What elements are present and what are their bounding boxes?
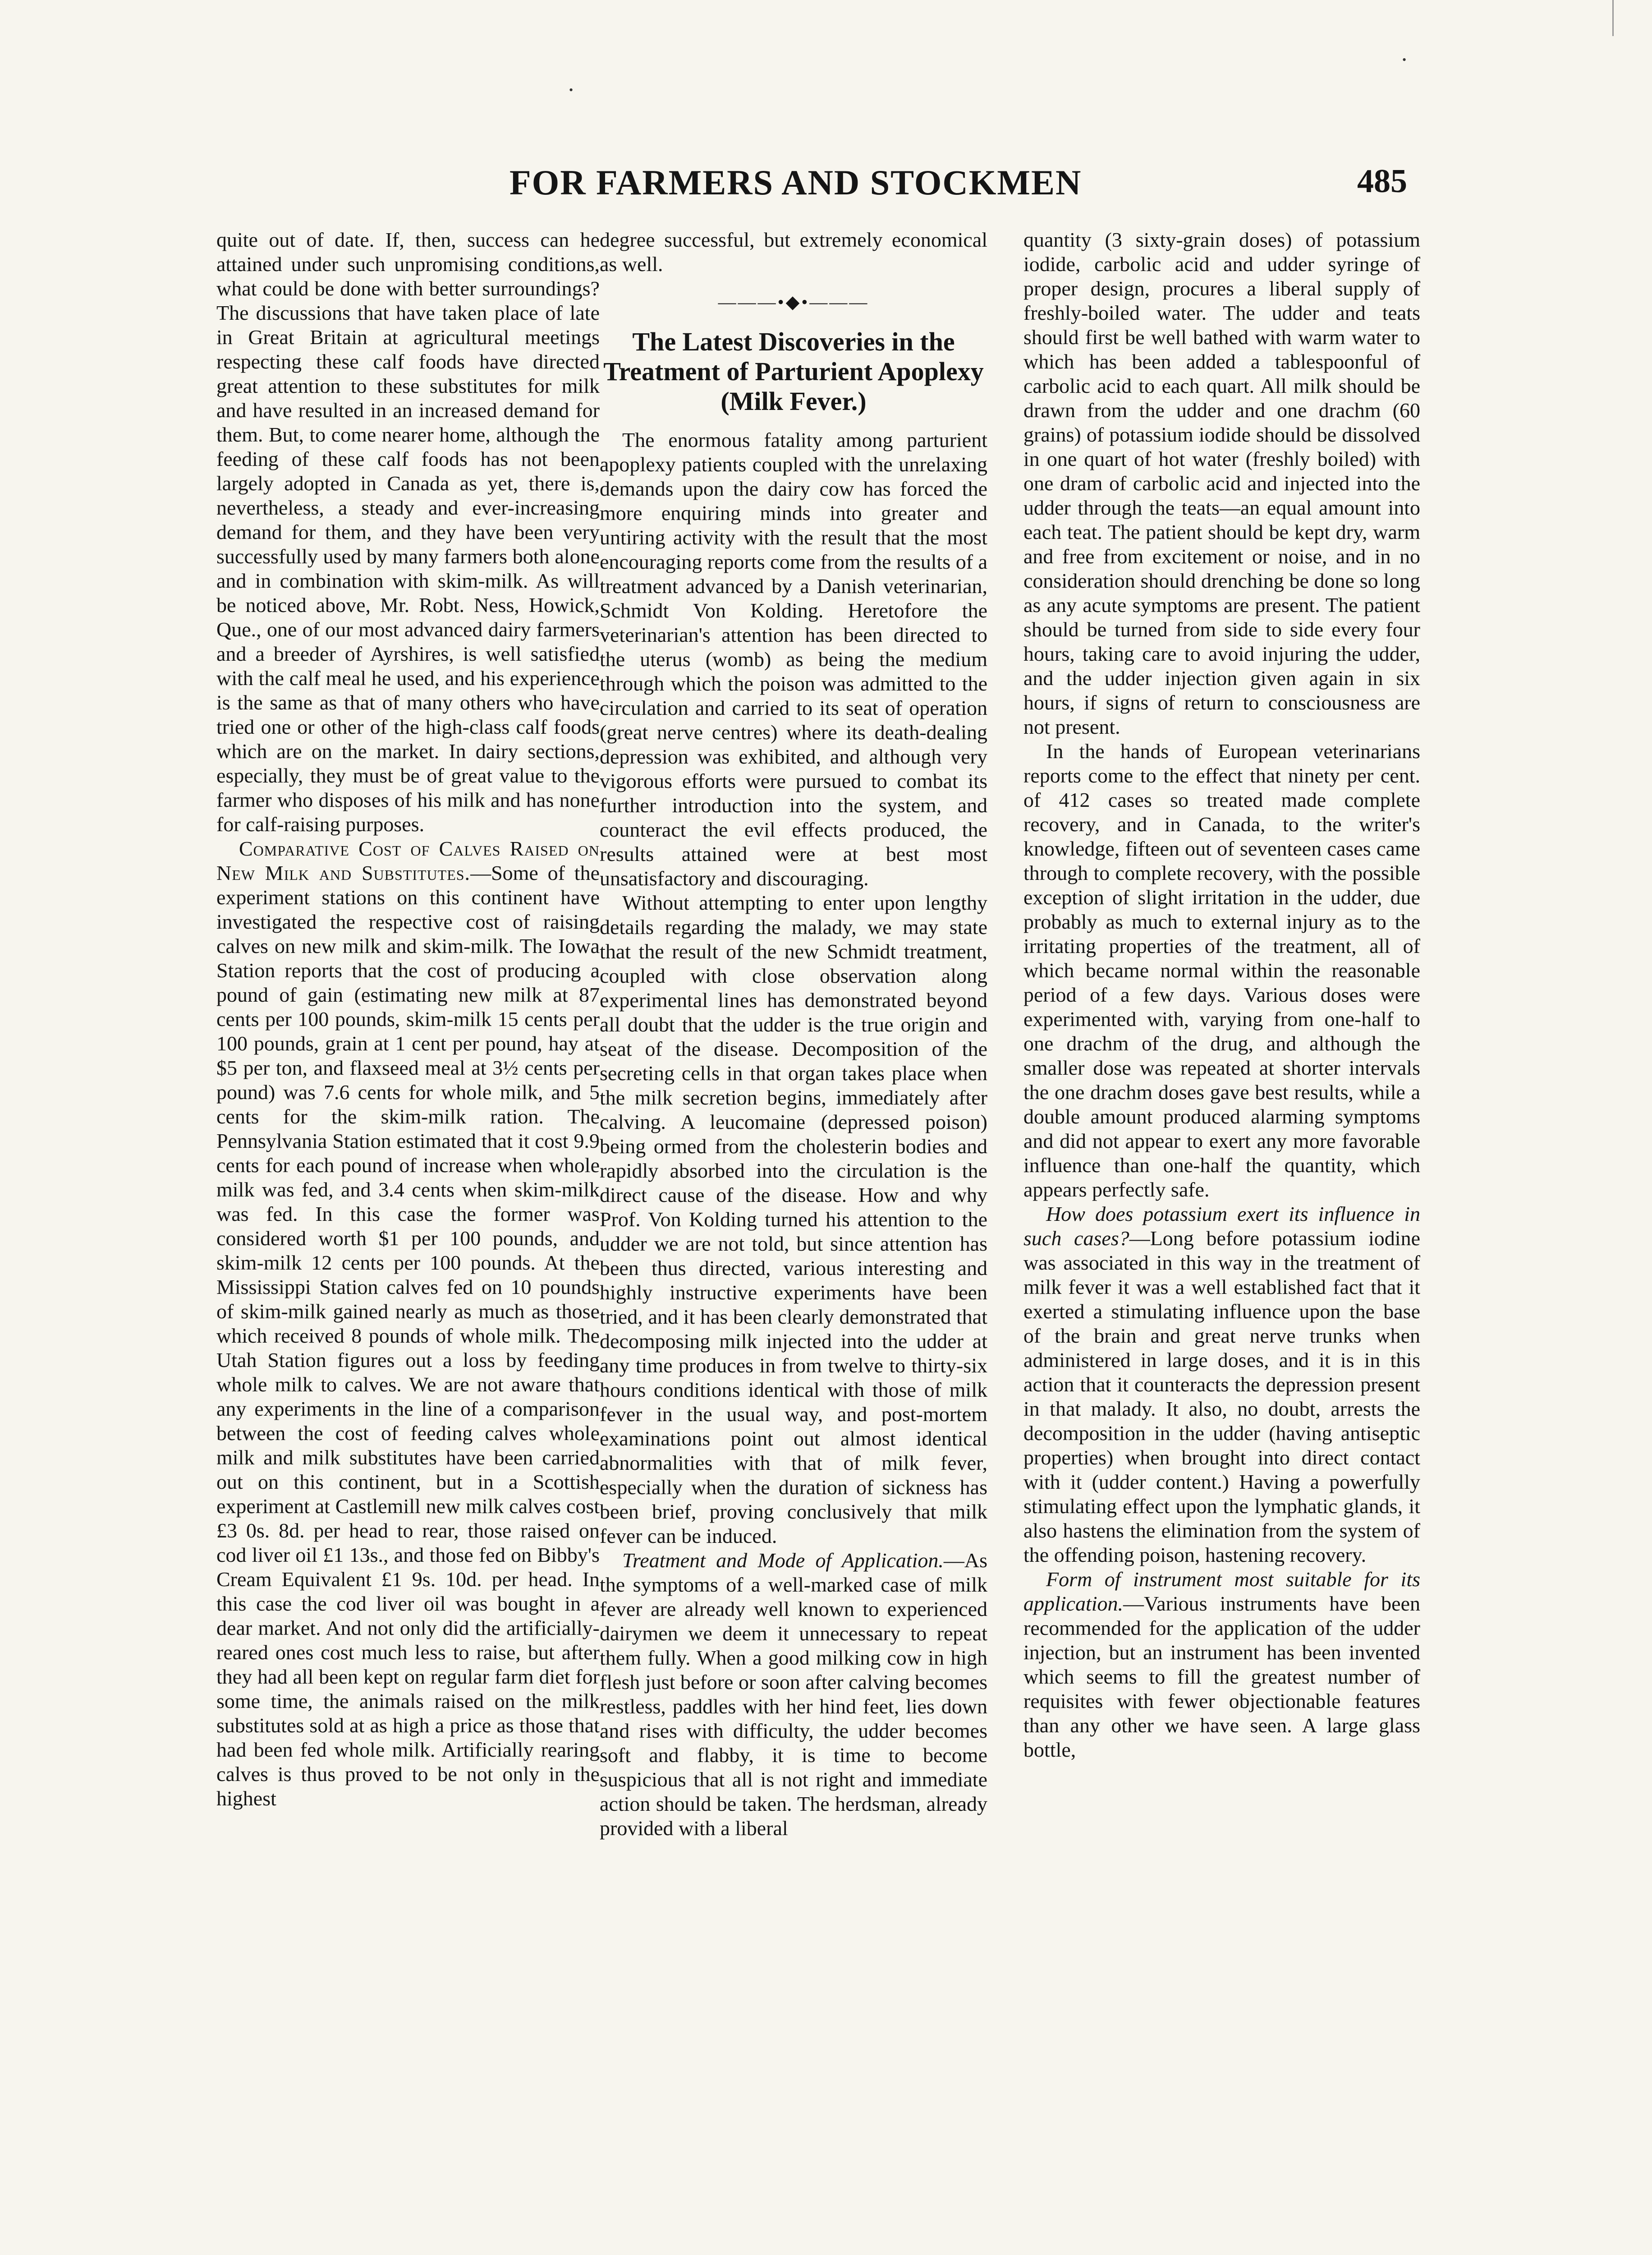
paragraph xyxy=(1023,1202,1420,1567)
paragraph: The enormous fatality among parturient apoplexy patients coupled with the unrelaxing demands upon the dairy cow has forced the more enquiring minds into greater and untiring activity with the result that the most encouraging reports come from the results of a treatment advanced by a Danish veterinarian, Schmidt Von Kolding. Heretofore the veterinarian's attention has been directed to the uterus (womb) as being the medium through which the poison was admitted to the circulation and carried to its seat of operation (great nerve centres) where its death-dealing depression was exhibited, and although very vigorous efforts were pursued to combat its further introduction into the system, and counteract the evil effects produced, the results attained were at best most unsatisfactory and discouraging. xyxy=(600,428,987,890)
paragraph: In the hands of European veterinarians reports come to the effect that ninety per cent. of 412 cases so treated made complete recovery, and in Canada, to the writer's knowledge, fifteen out of seventeen cases came through to complete recovery, with the possible exception of slight irritation in the udder, due probably as much to external injury as to the irritating properties of the treatment, all of which became normal within the reasonable period of a few days. Various doses were experimented with, varying from one-half to one drachm of the drug, and although the smaller dose was repeated at shorter intervals the one drachm doses gave best results, while a double amount produced alarming symptoms and did not appear to exert any more favorable influence than one-half the quantity, which appears perfectly safe. xyxy=(1023,740,1420,1201)
paragraph: quantity (3 sixty-grain doses) of potassium iodide, carbolic acid and udder syringe of proper design, procures a liberal supply of freshly-boiled water. The udder and teats should first be well bathed with warm water to which has been added a tablespoonful of carbolic acid to each quart. All milk should be drawn from the udder and one drachm (60 grains) of potassium iodide should be dissolved in one quart of hot water (freshly boiled) with one dram of carbolic acid and injected into the udder through the teats—an equal amount into each teat. The patient should be kept dry, warm and free from excitement or noise, and in no consideration should drenching be done so long as any acute symptoms are present. The patient should be turned from side to side every four hours, taking care to avoid injuring the udder, and the udder injection given again in six hours, if signs of return to consciousness are not present. xyxy=(1023,228,1420,738)
italic-subheading: How does potassium exert its influence in such cases? xyxy=(1023,1202,1420,1250)
paragraph xyxy=(600,1548,987,1841)
article-divider: ———•◆•——— xyxy=(718,292,869,312)
paragraph-body: —Long before potassium iodine was associated in this way in the treatment of milk fever it was a well established fact that it exerted a stimulating influence upon the base of the brain and great nerve trunks when administered in large doses, and it is in this action that it counteracts the depression present in that malady. It also, no doubt, arrests the decomposition in the udder (having antiseptic properties) when brought into direct contact with it (udder content.) Having a powerfully stimulating effect upon the lymphatic glands, it also hastens the elimination from the system of the offending poison, hastening recovery. xyxy=(1023,1227,1420,1566)
paragraph xyxy=(1023,1567,1420,1762)
running-head: FOR FARMERS AND STOCKMEN xyxy=(509,163,1082,202)
paragraph: quite out of date. If, then, success can he attained under such unpromising conditions, what could be done with better surroundings? The discussions that have taken place of late in Great Britain at agricultural meetings respecting these calf foods have directed great attention to these substitutes for milk and have resulted in an increased demand for them. But, to come nearer home, although the feeding of these calf foods has not been largely adopted in Canada as yet, there is, nevertheless, a steady and ever-increasing demand for them, and they have been very successfully used by many farmers both alone and in combination with skim-milk. As will be noticed above, Mr. Robt. Ness, Howick, Que., one of our most advanced dairy farmers and a breeder of Ayrshires, is well satisfied with the calf meal he used, and his experience is the same as that of many others who have tried one or other of the high-class calf foods which are on the market. In dairy sections, especially, they must be of great value to the farmer who disposes of his milk and has none for calf-raising purposes. xyxy=(216,228,600,836)
paragraph-body: —Various instruments have been recommended for the application of the udder injection, but an instrument has been invented which seems to fill the greatest number of requisites with fewer objectionable features than any other we have seen. A large glass bottle, xyxy=(1023,1592,1420,1761)
scan-speck: • xyxy=(1402,53,1407,66)
column-1 xyxy=(216,228,600,1811)
section-heading: Comparative Cost of Calves Raised on New Milk and Substitutes. xyxy=(216,837,600,884)
paragraph: degree successful, but extremely economical as well. xyxy=(600,228,987,276)
italic-subheading: Form of instrument most suitable for its application. xyxy=(1023,1568,1420,1615)
page-header xyxy=(0,162,1652,207)
italic-subheading: Treatment and Mode of Application. xyxy=(622,1549,944,1572)
column-2 xyxy=(600,228,987,1841)
paragraph xyxy=(216,837,600,1811)
scan-edge-line xyxy=(1612,0,1614,36)
article-title: The Latest Discoveries in the Treatment of Parturient Apoplexy (Milk Fever.) xyxy=(603,327,984,416)
paragraph-body: —Some of the experiment stations on this continent have investigated the respective cost of raising calves on new milk and skim-milk. The Iowa Station reports that the cost of producing a pound of gain (estimating new milk at 87 cents per 100 pounds, skim-milk 15 cents per 100 pounds, grain at 1 cent per pound, hay at $5 per ton, and flaxseed meal at 3½ cents per pound) was 7.6 cents for whole milk, and 5 cents for the skim-milk ration. The Pennsylvania Station estimated that it cost 9.9 cents for each pound of increase when whole milk was fed, and 3.4 cents when skim-milk was fed. In this case the former was considered worth $1 per 100 pounds, and skim-milk 12 cents per 100 pounds. At the Mississippi Station calves fed on 10 pounds of skim-milk gained nearly as much as those which received 8 pounds of whole milk. The Utah Station figures out a loss by feeding whole milk to calves. We are not aware that any experiments in the line of a comparison between the cost of feeding calves whole milk and milk substitutes have been carried out on this continent, but in a Scottish experiment at Castlemill new milk calves cost £3 0s. 8d. per head to rear, those raised on cod liver oil £1 13s., and those fed on Bibby's Cream Equivalent £1 9s. 10d. per head. In this case the cod liver oil was bought in a dear market. And not only did the artificially-reared ones cost much less to raise, but after they had all been kept on regular farm diet for some time, the animals raised on the milk substitutes sold at as high a price as those that had been fed whole milk. Artificially rearing calves is thus proved to be not only in the highest xyxy=(216,861,600,1810)
paragraph: Without attempting to enter upon lengthy details regarding the malady, we may state that the result of the new Schmidt treatment, coupled with close observation along experimental lines has demonstrated beyond all doubt that the udder is the true origin and seat of the disease. Decomposition of the secreting cells in that organ takes place when the milk secretion begins, immediately after calving. A leucomaine (depressed poison) being ormed from the cholesterin bodies and rapidly absorbed into the circulation is the direct cause of the disease. How and why Prof. Von Kolding turned his attention to the udder we are not told, but since attention has been thus directed, various interesting and highly instructive experiments have been tried, and it has been clearly demonstrated that decomposing milk injected into the udder at any time produces in from twelve to thirty-six hours conditions identical with those of milk fever in the usual way, and post-mortem examinations point out almost identical abnormalities with that of milk fever, especially when the duration of sickness has been brief, proving conclusively that milk fever can be induced. xyxy=(600,891,987,1547)
page-number: 485 xyxy=(1357,163,1407,200)
paragraph-body: —As the symptoms of a well-marked case of milk fever are already well known to experienced dairymen we deem it unnecessary to repeat them fully. When a good milking cow in high flesh just before or soon after calving becomes restless, paddles with her hind feet, lies down and rises with difficulty, the udder becomes soft and flabby, it is time to become suspicious that all is not right and immediate action should be taken. The herdsman, already provided with a liberal xyxy=(600,1549,987,1840)
column-3 xyxy=(1023,228,1420,1762)
scan-speck: • xyxy=(569,83,574,97)
